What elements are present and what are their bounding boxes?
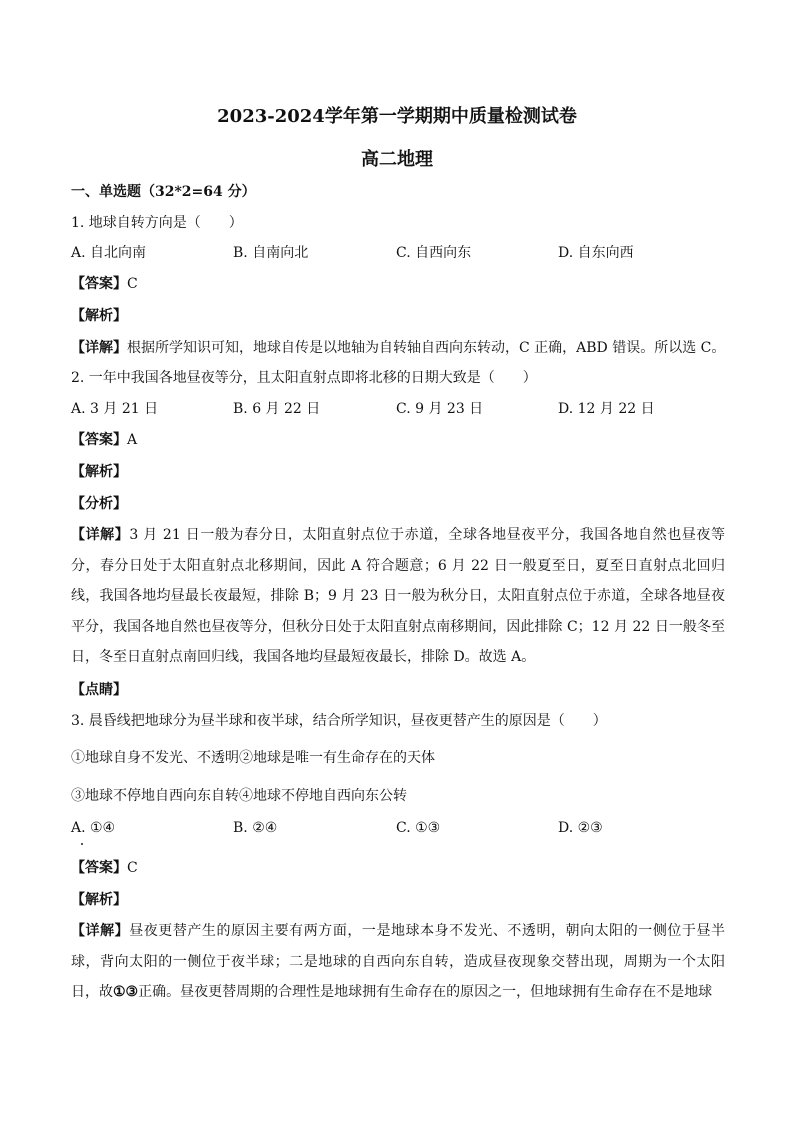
- q2-dianjing-label: 【点睛】: [71, 682, 127, 698]
- q2-detail: [71, 520, 725, 673]
- q2-detail-text: 3 月 21 日一般为春分日，太阳直射点位于赤道，全球各地昼夜平分，我国各地自然也昼夜等分，春分日处于太阳直射点北移期间，因此 A 符合题意；6 月 22 日一般夏至日，夏至日直射点北回归线，我国各地均昼最长夜最短，排除 B；9 月 23 日一般为秋分日，太阳直射点位于赤道，全球各地昼夜平分，我国各地自然也昼夜等分，但秋分日处于太阳直射点南移期间，因此排除 C；12 月 22 日一般冬至日，冬至日直射点南回归线，我国各地均昼最短夜最长，排除 D。故选 A。: [71, 527, 725, 665]
- q3-answer: [71, 858, 138, 878]
- q3-option-d: D. ②③: [558, 820, 603, 836]
- q2-answer: [71, 430, 137, 450]
- exam-subject: 高二地理: [361, 149, 433, 170]
- answer-open-bracket: 【: [71, 432, 85, 448]
- answer-close-bracket: 】: [113, 276, 127, 292]
- q2-option-a: A. 3 月 21 日: [71, 401, 159, 417]
- answer-open-bracket: 【: [71, 860, 85, 876]
- q3-detail: [71, 916, 725, 1008]
- q3-option-a: A. ①④: [71, 820, 116, 836]
- q2-fenxi-label: 【分析】: [71, 496, 127, 512]
- q3-detail-text-1: 昼夜更替产生的原因主要有两方面，一是地球本身不发光、不透明，朝向太阳的一侧位于昼半球，背向太阳的一侧位于夜半球；二是地球的自西向东自转，造成昼夜现象交替出现，周期为一个太阳日，故: [71, 923, 726, 1000]
- q1-detail-text: 根据所学知识可知，地球自传是以地轴为自转轴自西向东转动，C 正确，ABD 错误。所以选 C。: [127, 340, 726, 356]
- q3-detail-circled: ①③: [113, 984, 139, 1000]
- q1-option-b: B. 自南向北: [233, 245, 309, 261]
- q2-option-b: B. 6 月 22 日: [233, 401, 321, 417]
- exam-title: 2023-2024学年第一学期期中质量检测试卷: [217, 106, 577, 127]
- detail-label: 【详解】: [71, 923, 130, 939]
- q2-analysis-label: 【解析】: [71, 464, 127, 480]
- q1-answer: [71, 274, 138, 294]
- q3-option-c: C. ①③: [396, 820, 441, 836]
- q1-answer-value: C: [127, 276, 138, 292]
- scan-dot-mark: [81, 843, 83, 845]
- q3-option-b: B. ②④: [233, 820, 278, 836]
- q2-option-c: C. 9 月 23 日: [396, 401, 484, 417]
- q3-statement-2: ③地球不停地自西向东自转④地球不停地自西向东公转: [71, 788, 407, 804]
- q1-detail: [71, 338, 725, 358]
- q2-stem: 2. 一年中我国各地昼夜等分，且太阳直射点即将北移的日期大致是（ ）: [71, 370, 537, 386]
- answer-open-bracket: 【: [71, 276, 85, 292]
- q2-answer-value: A: [127, 432, 138, 448]
- answer-label: 答案: [85, 860, 113, 876]
- answer-close-bracket: 】: [113, 860, 127, 876]
- q1-analysis-label: 【解析】: [71, 308, 127, 324]
- q3-statement-1: ①地球自身不发光、不透明②地球是唯一有生命存在的天体: [71, 750, 435, 766]
- section-heading: 一、单选题（32*2=64 分）: [71, 184, 256, 200]
- answer-close-bracket: 】: [113, 432, 127, 448]
- detail-label: 【详解】: [71, 527, 130, 543]
- answer-label: 答案: [85, 432, 113, 448]
- q1-option-a: A. 自北向南: [71, 245, 147, 261]
- answer-label: 答案: [85, 276, 113, 292]
- q1-option-c: C. 自西向东: [396, 245, 472, 261]
- q2-option-d: D. 12 月 22 日: [558, 401, 655, 417]
- q3-stem: 3. 晨昏线把地球分为昼半球和夜半球，结合所学知识，昼夜更替产生的原因是（ ）: [71, 713, 607, 729]
- q3-detail-text-2: 正确。昼夜更替周期的合理性是地球拥有生命存在的原因之一，但地球拥有生命存在不是地球: [138, 984, 713, 1000]
- detail-label: 【详解】: [71, 340, 127, 356]
- q1-stem: 1. 地球自转方向是（ ）: [71, 215, 243, 231]
- q3-analysis-label: 【解析】: [71, 892, 127, 908]
- q3-answer-value: C: [127, 860, 138, 876]
- q1-option-d: D. 自东向西: [558, 245, 634, 261]
